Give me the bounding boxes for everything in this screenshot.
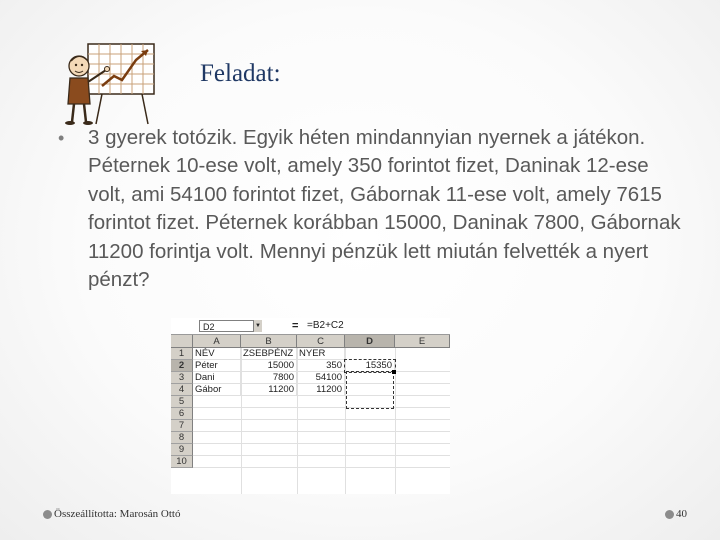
cell-d2[interactable]: 15350 [345,360,395,372]
row-header-5[interactable]: 5 [171,396,193,408]
formula-input[interactable]: =B2+C2 [307,320,344,331]
select-all-corner[interactable] [171,335,193,348]
page-number: 40 [676,508,687,520]
row-header-8[interactable]: 8 [171,432,193,444]
dot-icon [665,510,674,519]
column-header-e[interactable]: E [395,335,450,348]
cell-b1[interactable]: ZSEBPÉNZ [241,348,297,360]
slide-title [200,60,281,88]
row-header-6[interactable]: 6 [171,408,193,420]
task-text: 3 gyerek totózik. Egyik héten mindannyian nyernek a játékon. Péternek 10-ese volt, amely 350 forintot fizet, Daninak 12-ese volt, ami 54100 forintot fizet, Gábornak 11-ese volt, amely 7615 forintot fizet. Péternek korábban 15000, Daninak 7800, Gábornak 11200 forintja volt. Mennyi pénzük lett miután felvették a nyert pénzt? [88,126,681,292]
name-box[interactable]: D2 [199,320,261,332]
row-header-10[interactable]: 10 [171,456,193,468]
cell-b4[interactable]: 11200 [241,384,297,396]
cell-a1[interactable]: NÉV [193,348,241,360]
dot-icon [43,510,52,519]
slide-title-colon: : [273,60,281,87]
cell-c4[interactable]: 11200 [297,384,345,396]
cell-b2[interactable]: 15000 [241,360,297,372]
cell-a3[interactable]: Dani [193,372,241,384]
row-header-4[interactable]: 4 [171,384,193,396]
formula-bar [171,318,450,335]
column-header-d[interactable]: D [345,335,395,348]
row-header-9[interactable]: 9 [171,444,193,456]
cell-a4[interactable]: Gábor [193,384,241,396]
spreadsheet [171,318,450,494]
column-header-c[interactable]: C [297,335,345,348]
column-header-a[interactable]: A [193,335,241,348]
column-header-b[interactable]: B [241,335,297,348]
row-header-1[interactable]: 1 [171,348,193,360]
copy-marquee-d3-d4 [346,371,394,409]
cell-c1[interactable]: NYER [297,348,345,360]
row-header-2[interactable]: 2 [171,360,193,372]
row-header-7[interactable]: 7 [171,420,193,432]
footer-author: Összeállította: Marosán Ottó [54,508,181,520]
cell-c2[interactable]: 350 [297,360,345,372]
cell-b3[interactable]: 7800 [241,372,297,384]
formula-equals-sign: = [292,320,299,332]
row-header-3[interactable]: 3 [171,372,193,384]
fill-handle[interactable] [392,370,396,374]
slide-title-text: Feladat [200,60,274,87]
bullet-dot-icon: • [58,128,65,148]
cell-c3[interactable]: 54100 [297,372,345,384]
presenter-chart-icon [62,40,160,126]
cell-a2[interactable]: Péter [193,360,241,372]
chevron-down-icon[interactable]: ▼ [253,320,262,332]
